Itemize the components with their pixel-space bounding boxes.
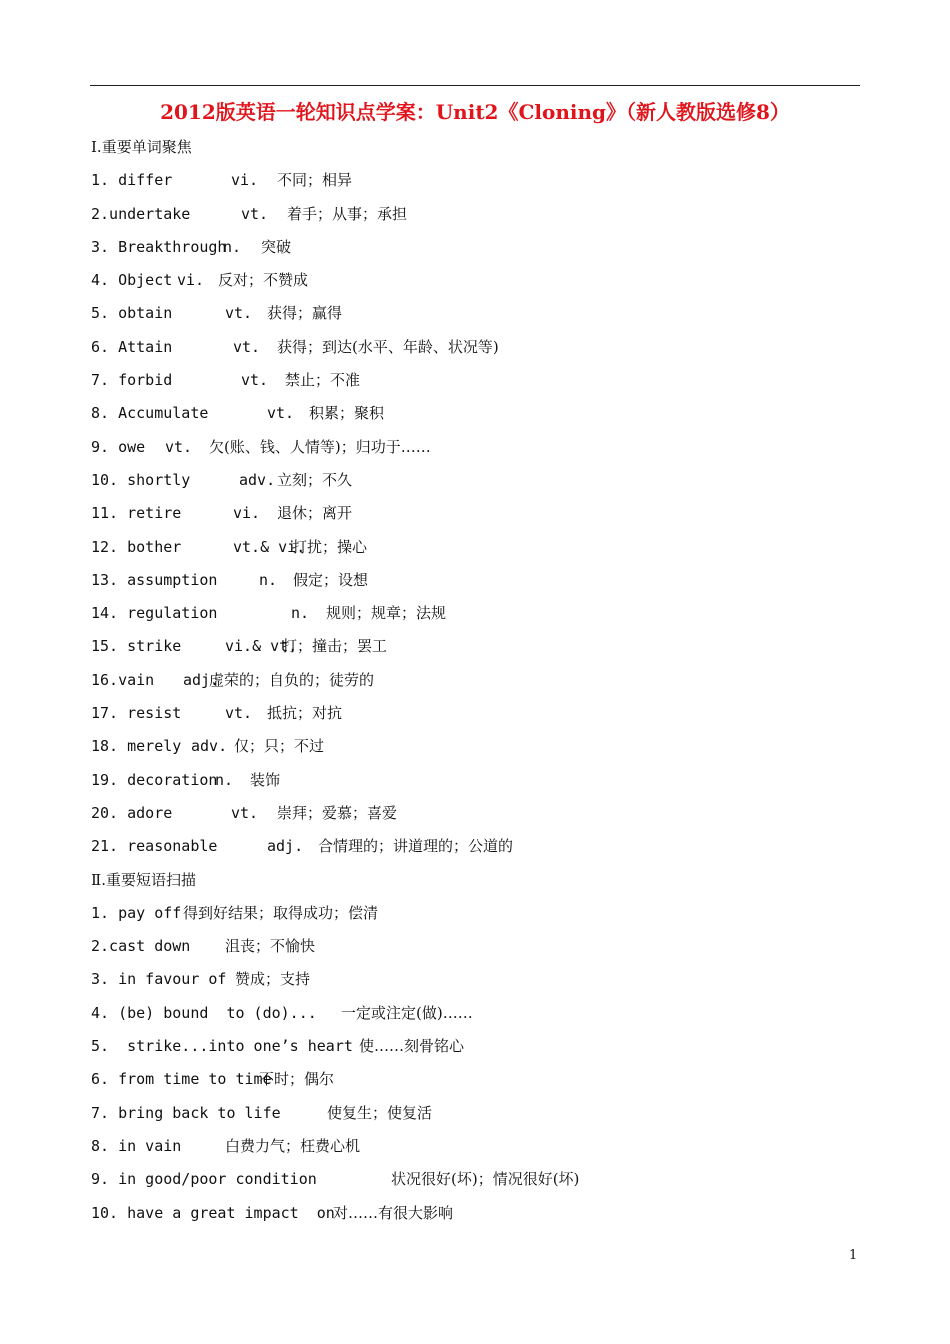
entry-term: 2.cast down: [91, 937, 191, 956]
entry-meaning: 获得；到达(水平、年龄、状况等): [277, 337, 499, 356]
document-body: [91, 134, 871, 1233]
page-number: 1: [849, 1248, 858, 1263]
word-entry: [91, 467, 871, 500]
entry-part-of-speech: vt.& vi.: [233, 537, 306, 556]
entry-term: 4. (be) bound to (do)...: [91, 1003, 317, 1022]
phrase-entry: [91, 1133, 871, 1166]
phrase-list: [91, 900, 871, 1233]
entry-meaning: 沮丧；不愉快: [225, 937, 316, 956]
entry-term: 4. Object: [91, 271, 173, 290]
word-entry: [91, 400, 871, 433]
word-entry: [91, 434, 871, 467]
entry-part-of-speech: vt.: [165, 437, 193, 456]
entry-term: 5. obtain: [91, 304, 173, 323]
entry-term: 6. from time to time: [91, 1070, 272, 1089]
word-entry: [91, 833, 871, 866]
word-entry: [91, 234, 871, 267]
entry-part-of-speech: n.: [215, 770, 234, 789]
entry-meaning: 崇拜；爱慕；喜爱: [277, 803, 398, 822]
entry-part-of-speech: vt.: [225, 704, 253, 723]
entry-meaning: 不同；相异: [277, 171, 353, 190]
entry-term: 13. assumption: [91, 570, 218, 589]
word-entry: [91, 201, 871, 234]
entry-meaning: 一定或注定(做)……: [341, 1003, 473, 1022]
entry-meaning: 合情理的；讲道理的；公道的: [318, 837, 514, 856]
entry-meaning: 立刻；不久: [277, 470, 353, 489]
entry-term: 15. strike: [91, 637, 182, 656]
entry-term: 7. forbid: [91, 371, 173, 390]
entry-meaning: 白费力气；枉费心机: [225, 1136, 361, 1155]
word-entry: [91, 367, 871, 400]
entry-term: 18. merely: [91, 737, 182, 756]
entry-meaning: 获得；赢得: [267, 304, 343, 323]
entry-part-of-speech: adv.: [239, 470, 276, 489]
entry-term: 7. bring back to life: [91, 1103, 281, 1122]
entry-meaning: 使……刻骨铭心: [359, 1037, 465, 1056]
word-entry: [91, 534, 871, 567]
entry-meaning: 仅；只；不过: [234, 737, 325, 756]
section-heading-phrases: Ⅱ.重要短语扫描: [91, 870, 196, 889]
document-title: 2012版英语一轮知识点学案：Unit2《Cloning》（新人教版选修8）: [160, 100, 790, 124]
word-entry: [91, 767, 871, 800]
entry-meaning: 反对；不赞成: [218, 271, 309, 290]
entry-term: 3. in favour of: [91, 970, 227, 989]
entry-meaning: 不时；偶尔: [259, 1070, 335, 1089]
entry-term: 6. Attain: [91, 337, 173, 356]
phrase-entry: [91, 966, 871, 999]
entry-term: 12. bother: [91, 537, 182, 556]
entry-meaning: 虚荣的；自负的；徒劳的: [209, 670, 375, 689]
entry-term: 14. regulation: [91, 604, 218, 623]
entry-meaning: 着手；从事；承担: [287, 204, 408, 223]
entry-meaning: 规则；规章；法规: [326, 604, 447, 623]
entry-part-of-speech: vt.: [267, 404, 295, 423]
entry-part-of-speech: vi.: [233, 504, 261, 523]
word-entry: [91, 700, 871, 733]
entry-meaning: 突破: [261, 237, 292, 256]
entry-part-of-speech: vt.: [241, 371, 269, 390]
entry-meaning: 抵抗；对抗: [267, 704, 343, 723]
entry-term: 17. resist: [91, 704, 182, 723]
section-heading-words: Ⅰ.重要单词聚焦: [91, 138, 192, 156]
entry-term: 10. shortly: [91, 470, 191, 489]
word-entry: [91, 500, 871, 533]
entry-term: 9. owe: [91, 437, 146, 456]
entry-meaning: 得到好结果；取得成功；偿清: [183, 903, 379, 922]
entry-term: 8. in vain: [91, 1136, 182, 1155]
entry-term: 1. differ: [91, 171, 173, 190]
phrase-entry: [91, 1000, 871, 1033]
entry-part-of-speech: vt.: [241, 204, 269, 223]
entry-term: 1. pay off: [91, 903, 182, 922]
entry-meaning: 使复生；使复活: [327, 1103, 433, 1122]
phrase-entry: [91, 1200, 871, 1233]
entry-meaning: 赞成；支持: [235, 970, 311, 989]
word-entry: [91, 334, 871, 367]
entry-meaning: 退休；离开: [277, 504, 353, 523]
word-entry: [91, 667, 871, 700]
entry-meaning: 假定；设想: [293, 570, 369, 589]
entry-meaning: 装饰: [250, 770, 281, 789]
word-list: [91, 167, 871, 866]
entry-part-of-speech: n.: [259, 570, 278, 589]
header-rule: [90, 85, 860, 86]
word-entry: [91, 600, 871, 633]
entry-meaning: 积累；聚积: [309, 404, 385, 423]
entry-term: 11. retire: [91, 504, 182, 523]
entry-term: 20. adore: [91, 803, 173, 822]
entry-part-of-speech: vt.: [231, 803, 259, 822]
entry-meaning: 状况很好(坏)；情况很好(坏): [391, 1170, 580, 1189]
entry-part-of-speech: vi.: [231, 171, 259, 190]
phrase-entry: [91, 1033, 871, 1066]
entry-term: 8. Accumulate: [91, 404, 209, 423]
entry-term: 16.vain: [91, 670, 155, 689]
entry-part-of-speech: adv.: [191, 737, 228, 756]
entry-term: 10. have a great impact on: [91, 1203, 335, 1222]
entry-part-of-speech: n.: [291, 604, 310, 623]
phrase-entry: [91, 1166, 871, 1199]
phrase-entry: [91, 1100, 871, 1133]
entry-term: 21. reasonable: [91, 837, 218, 856]
entry-part-of-speech: n.: [223, 237, 242, 256]
entry-meaning: 禁止；不准: [285, 371, 361, 390]
entry-meaning: 打；撞击；罢工: [282, 637, 388, 656]
entry-part-of-speech: vt.: [233, 337, 261, 356]
entry-meaning: 对……有很大影响: [333, 1203, 454, 1222]
entry-term: 19. decoration: [91, 770, 218, 789]
word-entry: [91, 567, 871, 600]
word-entry: [91, 267, 871, 300]
entry-part-of-speech: vi.: [177, 271, 205, 290]
entry-term: 9. in good/poor condition: [91, 1170, 317, 1189]
phrase-entry: [91, 900, 871, 933]
entry-meaning: 欠(账、钱、人情等)；归功于……: [209, 437, 431, 456]
entry-meaning: 打扰；操心: [292, 537, 368, 556]
word-entry: [91, 733, 871, 766]
phrase-entry: [91, 1066, 871, 1099]
entry-part-of-speech: vt.: [225, 304, 253, 323]
entry-part-of-speech: adj.: [267, 837, 304, 856]
word-entry: [91, 633, 871, 666]
entry-term: 3. Breakthrough: [91, 237, 227, 256]
word-entry: [91, 800, 871, 833]
entry-term: 2.undertake: [91, 204, 191, 223]
entry-part-of-speech: adj.: [183, 670, 220, 689]
entry-term: 5. strike...into one’s heart: [91, 1037, 353, 1056]
phrase-entry: [91, 933, 871, 966]
word-entry: [91, 300, 871, 333]
entry-part-of-speech: vi.& vt.: [225, 637, 298, 656]
word-entry: [91, 167, 871, 200]
